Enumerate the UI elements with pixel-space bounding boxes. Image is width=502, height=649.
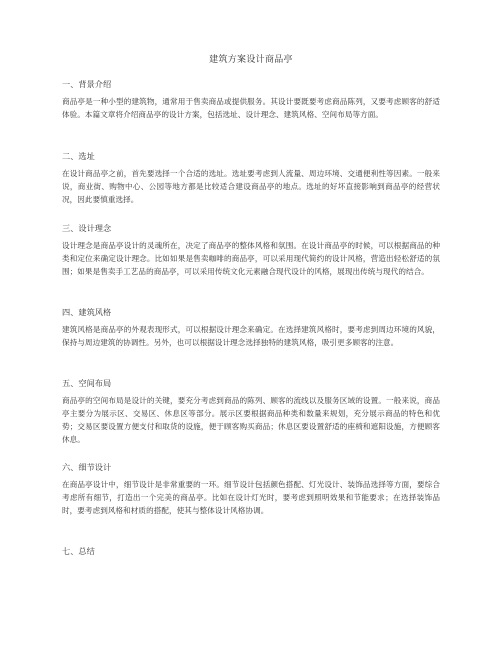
section-heading-concept: 三、设计理念: [62, 223, 112, 233]
section-heading-background: 一、背景介绍: [62, 79, 112, 89]
paragraph: 商品亭的空间布局是设计的关键，要充分考虑到商品的陈列、顾客的流线以及服务区域的设置。一般来说，商品亭主要分为展示区、交易区、休息区等部分。展示区要根据商品种类和数量来规划，充分展示商品的特色和优势；交易区要设置方便支付和取货的设施，便于顾客购买商品；休息区要设置舒适的座椅和遮阳设施，方便顾客休息。: [62, 396, 440, 444]
paragraph: 商品亭是一种小型的建筑物，通常用于售卖商品或提供服务。其设计要既要考虑商品陈列，又要考虑顾客的舒适体验。本篇文章将介绍商品亭的设计方案，包括选址、设计理念、建筑风格、空间布局等方面。: [62, 97, 440, 119]
paragraph: 建筑风格是商品亭的外观表现形式，可以根据设计理念来确定。在选择建筑风格时，要考虑到周边环境的风貌，保持与周边建筑的协调性。另外，也可以根据设计理念选择独特的建筑风格，吸引更多顾客的注意。: [62, 325, 440, 347]
section-heading-layout: 五、空间布局: [62, 378, 112, 388]
section-heading-style: 四、建筑风格: [62, 307, 112, 317]
section-body-background: [62, 95, 440, 121]
paragraph: 设计理念是商品亭设计的灵魂所在，决定了商品亭的整体风格和氛围。在设计商品亭的时候，可以根据商品的种类和定位来确定设计理念。比如如果是售卖咖啡的商品亭，可以采用现代简约的设计风格，营造出轻松舒适的氛围；如果是售卖手工艺品的商品亭，可以采用传统文化元素融合现代设计的风格，展现出传统与现代的结合。: [62, 241, 440, 276]
section-heading-details: 六、细节设计: [62, 462, 112, 472]
document-title: 建筑方案设计商品亭: [209, 55, 293, 65]
section-body-site: [62, 167, 440, 206]
paragraph: 在设计商品亭之前，首先要选择一个合适的选址。选址要考虑到人流量、周边环境、交通便利性等因素。一般来说，商业街、购物中心、公园等地方都是比较适合建设商品亭的地点。选址的好坏直接影响到商品亭的经营状况，因此要慎重选择。: [62, 169, 440, 204]
section-body-style: [62, 323, 440, 349]
section-heading-site: 二、选址: [62, 151, 95, 161]
section-body-concept: [62, 239, 440, 278]
section-body-details: [62, 478, 440, 517]
section-body-layout: [62, 394, 440, 446]
paragraph: 在商品亭设计中，细节设计是非常重要的一环。细节设计包括颜色搭配、灯光设计、装饰品选择等方面，要综合考虑所有细节，打造出一个完美的商品亭。比如在设计灯光时，要考虑到照明效果和节能要求；在选择装饰品时，要考虑到风格和材质的搭配，使其与整体设计风格协调。: [62, 480, 440, 515]
section-heading-summary: 七、总结: [62, 546, 95, 556]
